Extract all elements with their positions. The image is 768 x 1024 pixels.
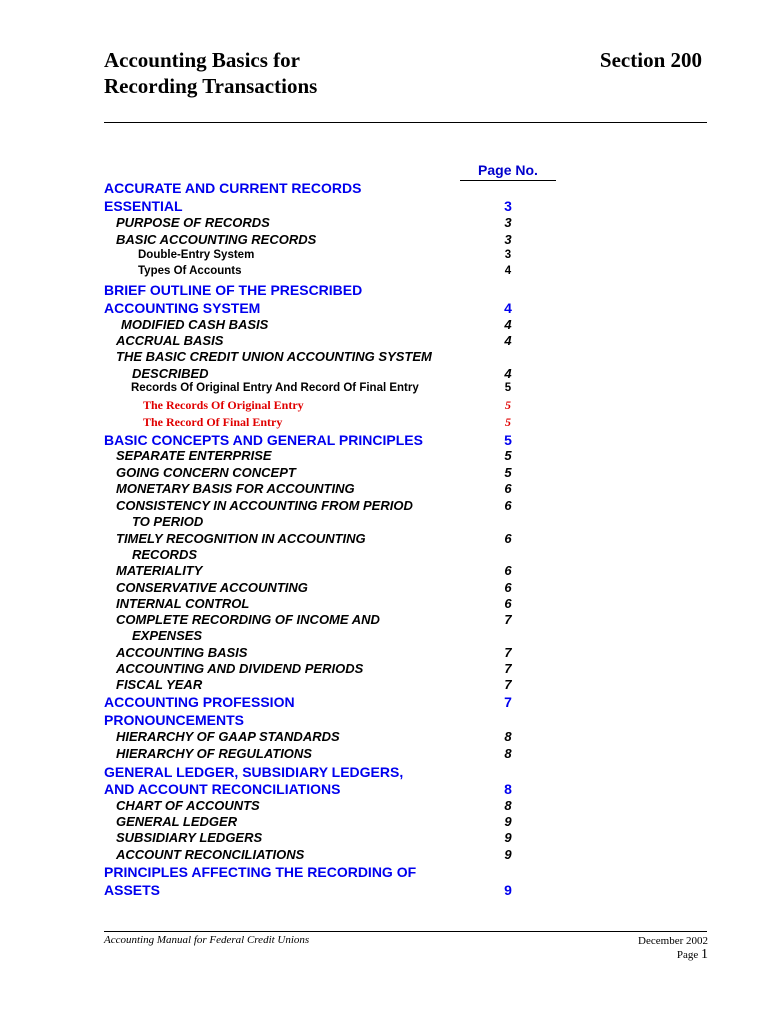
toc-entry (0, 764, 768, 781)
toc-entry-title: CHART OF ACCOUNTS (116, 798, 260, 813)
footer-date: December 2002 (638, 935, 708, 947)
toc-entry (0, 729, 768, 746)
toc-entry-page: 4 (504, 317, 512, 332)
toc-entry-title: CONSISTENCY IN ACCOUNTING FROM PERIOD (116, 498, 413, 513)
toc-entry-title: ACCOUNTING PROFESSION (104, 694, 295, 710)
toc-entry-title: Double-Entry System (138, 249, 255, 261)
toc-entry-page: 8 (504, 746, 512, 761)
toc-entry (0, 531, 768, 548)
document-title (104, 47, 317, 99)
toc-entry-page: 6 (504, 580, 512, 595)
title-line-1: Accounting Basics for (104, 48, 300, 72)
toc-entry-page: 7 (504, 661, 512, 676)
toc-entry-page: 5 (504, 382, 512, 394)
toc-entry (0, 830, 768, 847)
toc-entry-title: RECORDS (132, 547, 198, 562)
toc-entry (0, 282, 768, 299)
toc-entry-page: 9 (504, 882, 512, 898)
page-number-column-header: Page No. (460, 162, 556, 181)
toc-entry (0, 547, 768, 564)
footer-page-value: 1 (701, 947, 708, 962)
toc-entry-title: ESSENTIAL (104, 198, 183, 214)
toc-entry (0, 300, 768, 317)
toc-entry (0, 882, 768, 899)
toc-entry-title: GENERAL LEDGER (116, 814, 238, 829)
toc-entry-page: 6 (504, 531, 512, 546)
toc-entry-page: 9 (504, 830, 512, 845)
footer-manual-title: Accounting Manual for Federal Credit Unions (104, 934, 310, 946)
toc-entry (0, 349, 768, 366)
toc-entry-title: ACCOUNT RECONCILIATIONS (116, 847, 305, 862)
toc-entry (0, 232, 768, 249)
toc-entry-page: 3 (504, 198, 512, 214)
toc-entry-page: 6 (504, 563, 512, 578)
toc-entry-page: 8 (504, 729, 512, 744)
toc-entry-title: INTERNAL CONTROL (116, 596, 250, 611)
footer-divider (104, 931, 707, 932)
toc-entry-page: 5 (505, 415, 511, 429)
toc-entry-title: TO PERIOD (132, 514, 204, 529)
toc-entry (0, 661, 768, 678)
toc-entry-page: 3 (504, 249, 512, 261)
toc-entry-title: AND ACCOUNT RECONCILIATIONS (104, 781, 341, 797)
toc-entry-page: 5 (504, 432, 512, 448)
toc-entry-page: 4 (504, 300, 512, 316)
toc-entry-page: 6 (504, 498, 512, 513)
toc-entry-page: 6 (504, 596, 512, 611)
toc-entry-title: Records Of Original Entry And Record Of Final Entry (131, 382, 419, 394)
toc-entry-page: 7 (504, 694, 512, 710)
toc-entry-title: The Record Of Final Entry (143, 415, 283, 429)
toc-entry (0, 249, 768, 266)
toc-entry (0, 317, 768, 334)
toc-entry-page: 6 (504, 481, 512, 496)
toc-entry (0, 448, 768, 465)
toc-entry-page: 7 (504, 612, 512, 627)
toc-entry-title: BASIC CONCEPTS AND GENERAL PRINCIPLES (104, 432, 423, 448)
toc-entry (0, 198, 768, 215)
toc-entry-title: GENERAL LEDGER, SUBSIDIARY LEDGERS, (104, 764, 404, 780)
toc-entry-title: MONETARY BASIS FOR ACCOUNTING (116, 481, 355, 496)
toc-entry (0, 382, 768, 399)
toc-entry-page: 4 (504, 265, 512, 277)
toc-entry-page: 9 (504, 847, 512, 862)
toc-entry-title: PRONOUNCEMENTS (104, 712, 245, 728)
toc-entry (0, 645, 768, 662)
section-number: Section 200 (599, 48, 702, 72)
toc-entry-title: HIERARCHY OF GAAP STANDARDS (116, 729, 340, 744)
toc-entry (0, 415, 768, 432)
toc-entry-title: ACCOUNTING AND DIVIDEND PERIODS (116, 661, 364, 676)
footer-page-label: Page (676, 949, 699, 961)
toc-entry-page: 4 (504, 333, 512, 348)
toc-entry-title: GOING CONCERN CONCEPT (116, 465, 296, 480)
toc-entry (0, 746, 768, 763)
toc-entry-title: MODIFIED CASH BASIS (121, 317, 269, 332)
toc-entry (0, 814, 768, 831)
toc-entry (0, 265, 768, 282)
toc-entry (0, 465, 768, 482)
toc-entry (0, 847, 768, 864)
toc-entry (0, 366, 768, 383)
toc-entry-page: 5 (504, 465, 512, 480)
toc-entry (0, 677, 768, 694)
toc-entry (0, 432, 768, 449)
toc-entry-title: SUBSIDIARY LEDGERS (116, 830, 263, 845)
toc-entry (0, 612, 768, 629)
toc-entry (0, 628, 768, 645)
toc-entry (0, 694, 768, 711)
toc-entry (0, 215, 768, 232)
toc-entry-page: 5 (505, 398, 511, 412)
toc-entry (0, 798, 768, 815)
toc-entry-title: HIERARCHY OF REGULATIONS (116, 746, 312, 761)
toc-entry-page: 3 (504, 215, 512, 230)
toc-entry (0, 514, 768, 531)
toc-entry-title: THE BASIC CREDIT UNION ACCOUNTING SYSTEM (116, 349, 432, 364)
toc-entry-title: TIMELY RECOGNITION IN ACCOUNTING (116, 531, 366, 546)
toc-entry (0, 864, 768, 881)
toc-entry-title: MATERIALITY (116, 563, 203, 578)
toc-entry (0, 563, 768, 580)
toc-entry-title: FISCAL YEAR (116, 677, 203, 692)
toc-entry-page: 8 (504, 798, 512, 813)
toc-entry-title: ASSETS (104, 882, 161, 898)
toc-entry-page: 5 (504, 448, 512, 463)
header-divider (104, 122, 707, 123)
toc-entry (0, 180, 768, 197)
toc-entry-page: 4 (504, 366, 512, 381)
toc-entry-title: PRINCIPLES AFFECTING THE RECORDING OF (104, 864, 417, 880)
toc-entry (0, 498, 768, 515)
toc-entry-title: SEPARATE ENTERPRISE (116, 448, 272, 463)
toc-entry-title: Types Of Accounts (138, 265, 242, 277)
toc-entry-title: ACCOUNTING BASIS (116, 645, 248, 660)
toc-entry-page: 3 (504, 232, 512, 247)
toc-entry-title: BRIEF OUTLINE OF THE PRESCRIBED (104, 282, 363, 298)
toc-entry (0, 781, 768, 798)
title-line-2: Recording Transactions (104, 74, 318, 98)
toc-entry-title: PURPOSE OF RECORDS (116, 215, 270, 230)
toc-entry-title: ACCURATE AND CURRENT RECORDS (104, 180, 362, 196)
toc-entry-title: COMPLETE RECORDING OF INCOME AND (116, 612, 380, 627)
toc-entry-title: BASIC ACCOUNTING RECORDS (116, 232, 317, 247)
toc-entry-title: ACCOUNTING SYSTEM (104, 300, 261, 316)
toc-entry (0, 398, 768, 415)
toc-entry-title: CONSERVATIVE ACCOUNTING (116, 580, 308, 595)
toc-entry (0, 596, 768, 613)
toc-entry-title: DESCRIBED (132, 366, 209, 381)
toc-entry (0, 580, 768, 597)
toc-entry-title: EXPENSES (132, 628, 203, 643)
toc-entry-page: 7 (504, 677, 512, 692)
toc-entry (0, 481, 768, 498)
toc-entry (0, 333, 768, 350)
toc-entry-page: 8 (504, 781, 512, 797)
toc-entry-title: ACCRUAL BASIS (116, 333, 224, 348)
toc-entry-page: 9 (504, 814, 512, 829)
toc-entry-page: 7 (504, 645, 512, 660)
toc-entry (0, 712, 768, 729)
footer-page-number (677, 947, 708, 963)
toc-entry-title: The Records Of Original Entry (143, 398, 304, 412)
